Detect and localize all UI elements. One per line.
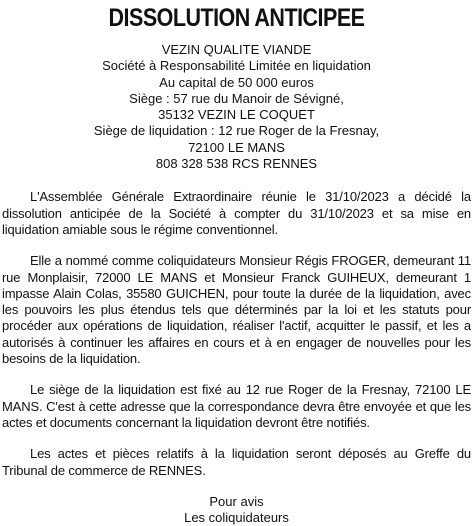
registered-office-street: Siège : 57 rue du Manoir de Sévigné,: [129, 90, 344, 106]
company-legal-form: Société à Responsabilité Limitée en liquidation: [102, 58, 371, 74]
paragraph-dissolution: L'Assemblée Générale Extraordinaire réunie le 31/10/2023 a décidé la dissolution anticipée de la Société à compter du 31/10/2023 et sa mise en liquidation amiable sous le régime conventionnel.: [2, 189, 471, 237]
rcs-number: 808 328 538 RCS RENNES: [155, 156, 318, 172]
signature-pour-avis: Pour avis: [209, 493, 264, 509]
company-capital: Au capital de 50 000 euros: [159, 74, 314, 90]
liquidation-office-city: 72100 LE MANS: [188, 139, 285, 155]
liquidation-office-street: Siège de liquidation : 12 rue Roger de la Fresnay,: [93, 123, 380, 139]
paragraph-coliquidators: Elle a nommé comme coliquidateurs Monsieur Régis FROGER, demeurant 11 rue Monplaisir, 72000 LE MANS et Monsieur Franck GUIHEUX, demeurant 1 impasse Alain Colas, 35580 GUICHEN, pour toute la durée de la liquidation, avec les pouvoirs les plus étendus tels que déterminés par la loi et les statuts pour procéder aux opérations de liquidation, réaliser l'actif, acquitter le passif, et les a autorisés à continuer les affaires en cours et à en engager de nouvelles pour les besoins de la liquidation.: [2, 253, 471, 367]
company-header: [2, 42, 471, 172]
paragraph-liquidation-seat: Le siège de la liquidation est fixé au 12 rue Roger de la Fresnay, 72100 LE MANS. C'est à cette adresse que la correspondance devra être envoyée et que les actes et documents concernant la liquidation devront être notifiés.: [2, 382, 471, 430]
notice-title: DISSOLUTION ANTICIPEE: [108, 4, 365, 32]
registered-office-city: 35132 VEZIN LE COQUET: [158, 107, 315, 123]
legal-notice: [2, 0, 471, 526]
paragraph-filing: Les actes et pièces relatifs à la liquidation seront déposés au Greffe du Tribunal de commerce de RENNES.: [2, 446, 471, 478]
signature-block: [2, 494, 471, 526]
company-name: VEZIN QUALITE VIANDE: [161, 42, 312, 57]
signature-signatories: Les coliquidateurs: [184, 510, 289, 526]
